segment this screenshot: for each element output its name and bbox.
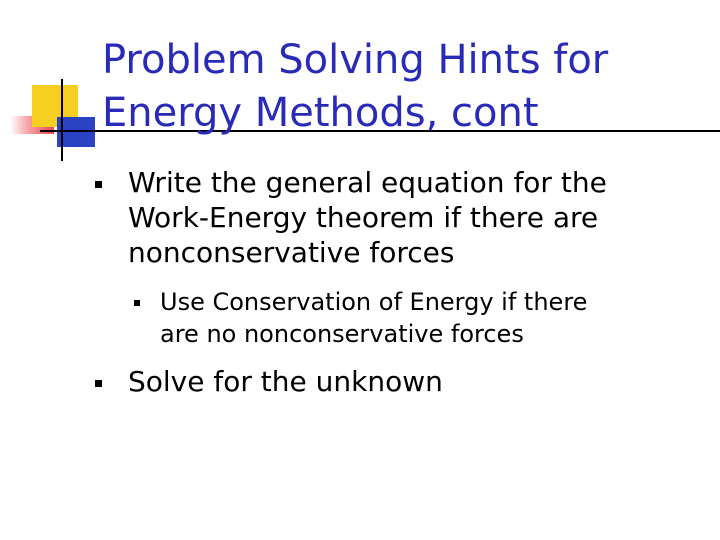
bullet-1-line-2: Work-Energy theorem if there are [128,201,599,234]
bullet-marker [95,380,102,387]
decorative-vertical-line [61,79,63,161]
bullet-1-line-1: Write the general equation for the [128,166,607,199]
bullet-2-line-1: Solve for the unknown [128,365,443,398]
bullet-text-2 [128,364,708,399]
bullet-text-1 [128,165,708,270]
bullet-marker [95,181,102,188]
bullet-1-line-3: nonconservative forces [128,236,455,269]
slide-title-line-2: Energy Methods, cont [102,90,539,136]
sub-bullet-marker [134,300,140,306]
sub-bullet-line-1: Use Conservation of Energy if there [160,288,588,316]
slide-title [102,34,702,140]
sub-bullet-text [160,286,710,350]
sub-bullet-line-2: are no nonconservative forces [160,320,524,348]
slide-title-line-1: Problem Solving Hints for [102,37,609,83]
